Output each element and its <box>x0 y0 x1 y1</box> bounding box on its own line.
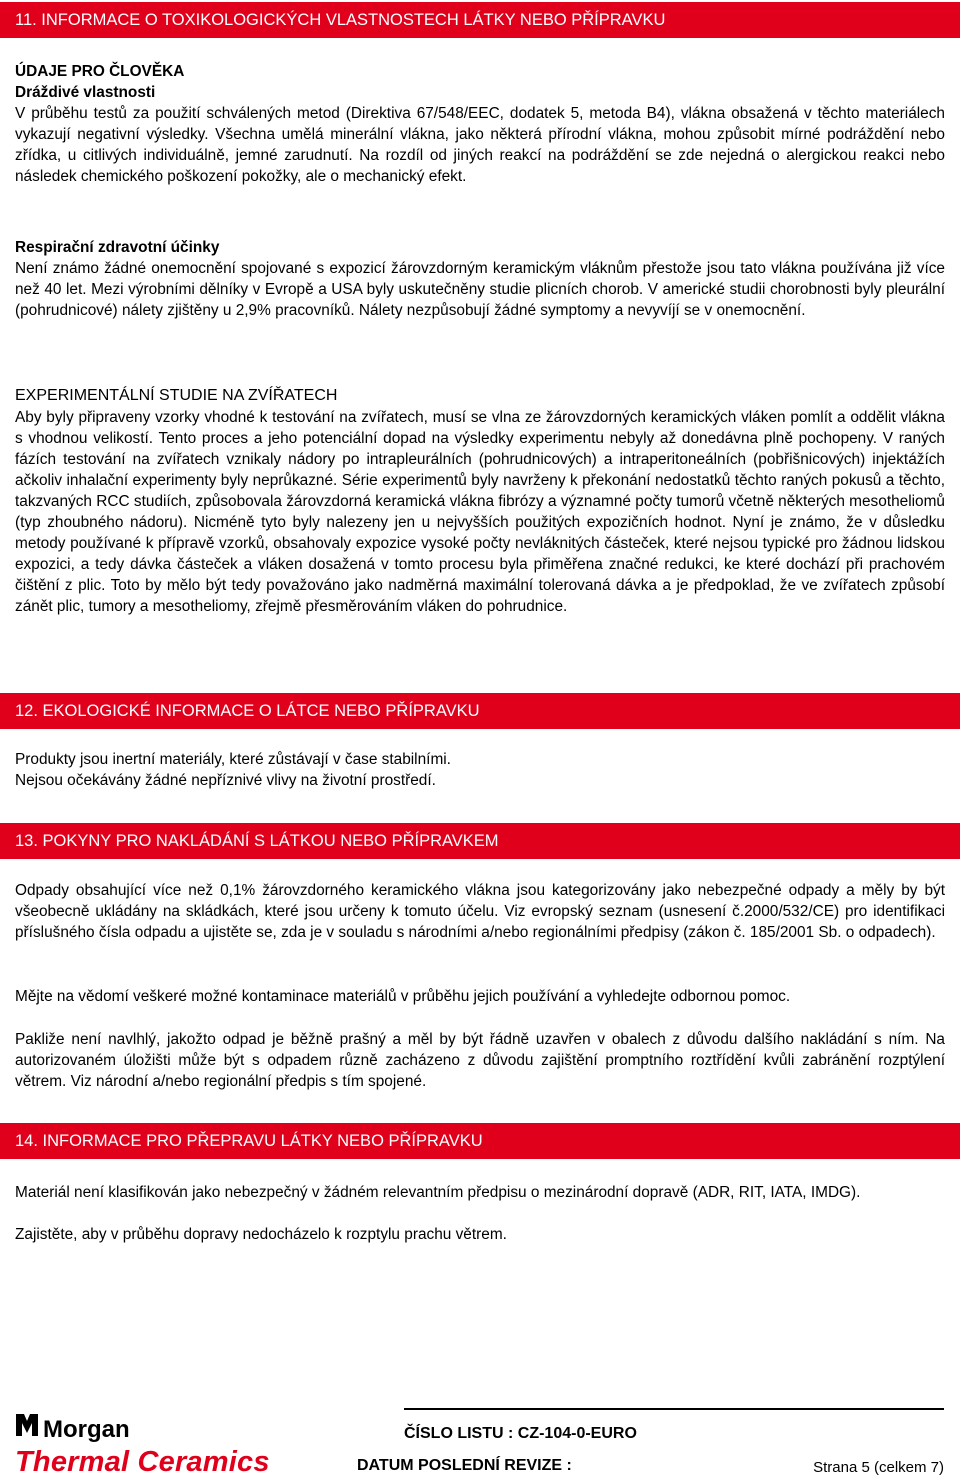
animal-studies-paragraph: Aby byly připraveny vzorky vhodné k testování na zvířatech, musí se vlna ze žárovzdorných keramických vláken pomlít a oddělit vlákna s vhodnou velikostí. Tento proces a jeho potenciální dopad na výsledky experimentu nebyly až donedávna plně pochopeny. V raných fázích testování na zvířatech vznikaly nádory po intrapleurálních (pohrudnicových) a intraperitoneálních (pobřišnicových) injektážích ačkoliv inhalační experimenty byly neprůkazné. Série experimentů byly navrženy k překonání nedostatků těchto raných pokusů a těchto, takzvaných RCC studiích, způsobovala žárovzdorná keramická vlákna fibrózy a významné počty tumorů včetně některých mesotheliomů (typ zhoubného nádoru). Nicméně tyto byly nalezeny jen u nejvyšších použitých expozičních hodnot. Nyní je známo, že v důsledku metody používané k přípravě vzorků, obsahovaly expozice vysoké počty nevláknitých částeček, které nejsou typické pro žádnou lidskou expozici, a tedy dávka částeček a vláken dosažená v tomto procesu byla přiměřena značné redukci, ke které dochází při prachovém čištění z plic. Toto by mělo být tedy považováno jako nadměrná maximální tolerovaná dávka a je předpoklad, že ve zvířatech způsobí zánět plic, tumory a mesotheliomy, zřejmě přesměrováním vláken do pohrudnice. <box>15 409 945 615</box>
section-13-header: 13. POKYNY PRO NAKLÁDÁNÍ S LÁTKOU NEBO PŘÍPRAVKEM <box>0 823 960 859</box>
section-14-header: 14. INFORMACE PRO PŘEPRAVU LÁTKY NEBO PŘÍPRAVKU <box>0 1123 960 1159</box>
human-data-heading: ÚDAJE PRO ČLOVĚKA <box>15 63 185 80</box>
animal-studies-heading: EXPERIMENTÁLNÍ STUDIE NA ZVÍŘATECH <box>15 387 338 404</box>
brand-morgan: Morgan <box>43 1416 130 1443</box>
respiratory-heading: Respirační zdravotní účinky <box>15 239 220 256</box>
irritant-paragraph: V průběhu testů za použití schválených metod (Direktiva 67/548/EEC, dodatek 5, metoda B4), vlákna obsažená v těchto materiálech vykazují negativní výsledky. Všechna umělá minerální vlákna, jako některá přírodní vlákna, mohou způsobit mírné podráždění nebo zřídka, u citlivých individuálně, jemné zarudnutí. Na rozdíl od jiných reakcí na podráždění se zde nejedná o alergickou reakci nebo následek chemického poškození pokožky, ale o mechanický efekt. <box>15 105 945 185</box>
eco-line-2: Nejsou očekávány žádné nepříznivé vlivy na životní prostředí. <box>15 772 436 789</box>
transport-line-2: Zajistěte, aby v průběhu dopravy nedocházelo k rozptylu prachu větrem. <box>15 1226 507 1243</box>
disposal-paragraph-3: Pakliže není navlhlý, jakožto odpad je běžně prašný a měl by být řádně uzavřen v obalech z důvodu dalšího nakládání s ním. Na autorizovaném úložišti může být s odpadem různě zacházeno z důvodu zajištění promptního roztřídění kvůli zabránění rozptýlení větrem. Viz národní a/nebo regionální předpis s tím spojené. <box>15 1031 945 1090</box>
transport-paragraph-1: Materiál není klasifikován jako nebezpečný v žádném relevantním předpisu o mezinárodní dopravě (ADR, RIT, IATA, IMDG). <box>15 1184 861 1201</box>
revision-date-label: DATUM POSLEDNÍ REVIZE : <box>357 1457 572 1474</box>
sheet-number: ČÍSLO LISTU : CZ-104-0-EURO <box>404 1425 637 1442</box>
morgan-logo-icon <box>14 1412 40 1438</box>
section-12-header: 12. EKOLOGICKÉ INFORMACE O LÁTCE NEBO PŘÍPRAVKU <box>0 693 960 729</box>
brand-thermal-ceramics: Thermal Ceramics <box>15 1446 270 1478</box>
disposal-paragraph-2: Mějte na vědomí veškeré možné kontaminace materiálů v průběhu jejich používání a vyhledejte odbornou pomoc. <box>15 988 791 1005</box>
respiratory-paragraph: Není známo žádné onemocnění spojované s expozicí žárovzdorným keramickým vláknům přestože jsou tato vlákna používána již více než 40 let. Mezi výrobními dělníky v Evropě a USA byly uskutečněny studie plicních chorob. V americké studii chorobnosti byly pleurální (pohrudnicové) nálety zjištěny u 2,9% pracovníků. Nálety nezpůsobují žádné symptomy a nevyvíjí se v onemocnění. <box>15 260 945 319</box>
section-11-header: 11. INFORMACE O TOXIKOLOGICKÝCH VLASTNOSTECH LÁTKY NEBO PŘÍPRAVKU <box>0 2 960 38</box>
irritant-heading: Dráždivé vlastnosti <box>15 84 156 101</box>
disposal-paragraph-1: Odpady obsahující více než 0,1% žárovzdorného keramického vlákna jsou kategorizovány jako nebezpečné odpady a měly by být všeobecně ukládány na skládkách, které jsou určeny k tomuto účelu. Viz evropský seznam (usnesení č.2000/532/CE) pro identifikaci příslušného čísla odpadu a ujistěte se, zda je v souladu s národními a/nebo regionálními předpisy (zákon č. 185/2001 Sb. o odpadech). <box>15 882 945 941</box>
eco-line-1: Produkty jsou inertní materiály, které zůstávají v čase stabilními. <box>15 751 451 768</box>
footer-divider <box>404 1408 944 1410</box>
page-indicator: Strana 5 (celkem 7) <box>813 1459 944 1476</box>
